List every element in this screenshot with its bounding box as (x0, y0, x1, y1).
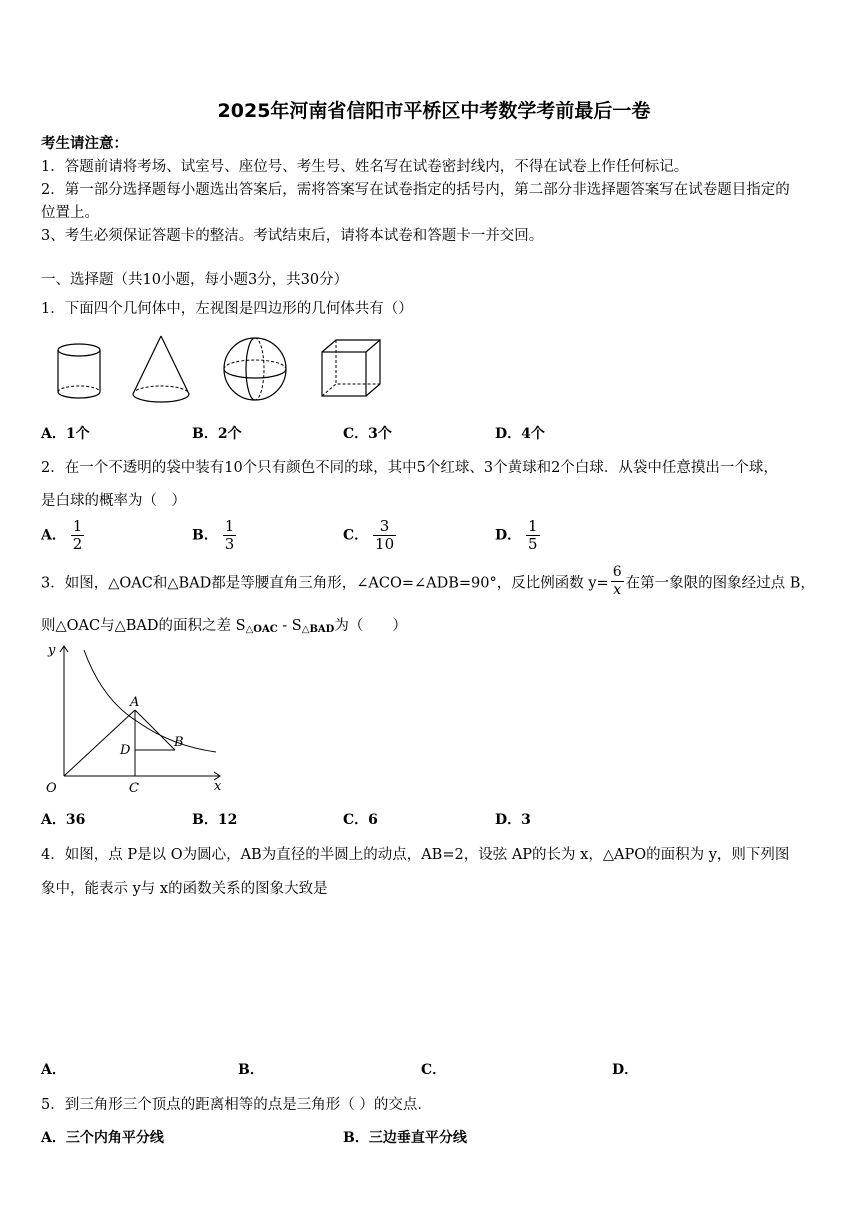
q2-option-a: A． $\frac{1}{2}$ (41, 517, 83, 553)
q1-option-a: A．1个 (41, 426, 90, 442)
label-c: C (129, 781, 139, 796)
cube-icon (320, 338, 384, 400)
question-2-stem: 2．在一个不透明的袋中装有10个只有颜色不同的球，其中5个红球、3个黄球和2个白球．从袋中任意摸出一个球， (41, 460, 778, 476)
notice-item: 1．答题前请将考场、试室号、座位号、考生号、姓名写在试卷密封线内，不得在试卷上作任何标记。 (41, 159, 689, 175)
cone-icon (130, 334, 192, 406)
notice-item: 2．第一部分选择题每小题选出答案后，需将答案写在试卷指定的括号内，第二部分非选择题答案写在试卷题目指定的 (41, 182, 790, 198)
question-4-stem-cont: 象中，能表示 y与 x的函数关系的图象大致是 (41, 881, 328, 897)
question-4-stem: 4．如图，点 P是以 O为圆心，AB为直径的半圆上的动点，AB=2，设弦 AP的长为 x，△APO的面积为 y，则下列图 (41, 847, 790, 863)
q5-option-a: A．三个内角平分线 (41, 1130, 164, 1146)
label-x: x (214, 779, 222, 794)
q5-option-b: B．三边垂直平分线 (343, 1130, 467, 1146)
q3-figure (42, 640, 227, 795)
page-title: 2025年河南省信阳市平桥区中考数学考前最后一卷 (217, 100, 651, 122)
notice-item: 3、考生必须保证答题卡的整洁。考试结束后，请将本试卷和答题卡一并交回。 (41, 228, 544, 244)
label-b: B (174, 735, 184, 750)
q1-option-c: C．3个 (343, 426, 392, 442)
notice-item: 位置上。 (41, 205, 99, 221)
q1-option-d: D．4个 (495, 426, 545, 442)
q2-option-b: B． $\frac{1}{3}$ (192, 517, 235, 553)
question-2-stem-cont: 是白球的概率为（ ） (41, 493, 186, 509)
q3-option-b: B．12 (192, 812, 238, 828)
question-3-stem-cont: 则△OAC与△BAD的面积之差 $S_{\triangle OAC} - S_{\triangle BAD}$为（ ） (41, 618, 407, 635)
q4-option-d: D． (612, 1062, 639, 1078)
label-o: O (46, 781, 57, 796)
q4-option-c: C． (421, 1062, 447, 1078)
cylinder-icon (54, 342, 104, 402)
q3-option-c: C．6 (343, 812, 378, 828)
question-1-stem: 1．下面四个几何体中，左视图是四边形的几何体共有（） (41, 301, 413, 317)
label-y: y (48, 643, 56, 658)
question-3-stem: 3．如图，△OAC和△BAD都是等腰直角三角形，∠ACO=∠ADB=90°，反比例函数 y= $\frac{6}{x}$ 在第一象限的图象经过点 B， (41, 564, 815, 598)
q4-option-a: A． (41, 1062, 66, 1078)
sphere-icon (222, 336, 288, 402)
label-a: A (130, 695, 140, 710)
q3-option-a: A．36 (41, 812, 86, 828)
q2-option-c: C． $\frac{3}{10}$ (343, 517, 395, 553)
section-heading: 一、选择题（共10小题，每小题3分，共30分） (41, 272, 349, 288)
q1-option-b: B．2个 (192, 426, 242, 442)
notice-heading: 考生请注意： (41, 135, 128, 152)
q4-option-b: B． (238, 1062, 264, 1078)
q2-option-d: D． $\frac{1}{5}$ (495, 517, 538, 553)
q3-option-d: D．3 (495, 812, 531, 828)
label-d: D (120, 743, 131, 758)
question-5-stem: 5．到三角形三个顶点的距离相等的点是三角形（ ）的交点． (41, 1097, 432, 1113)
